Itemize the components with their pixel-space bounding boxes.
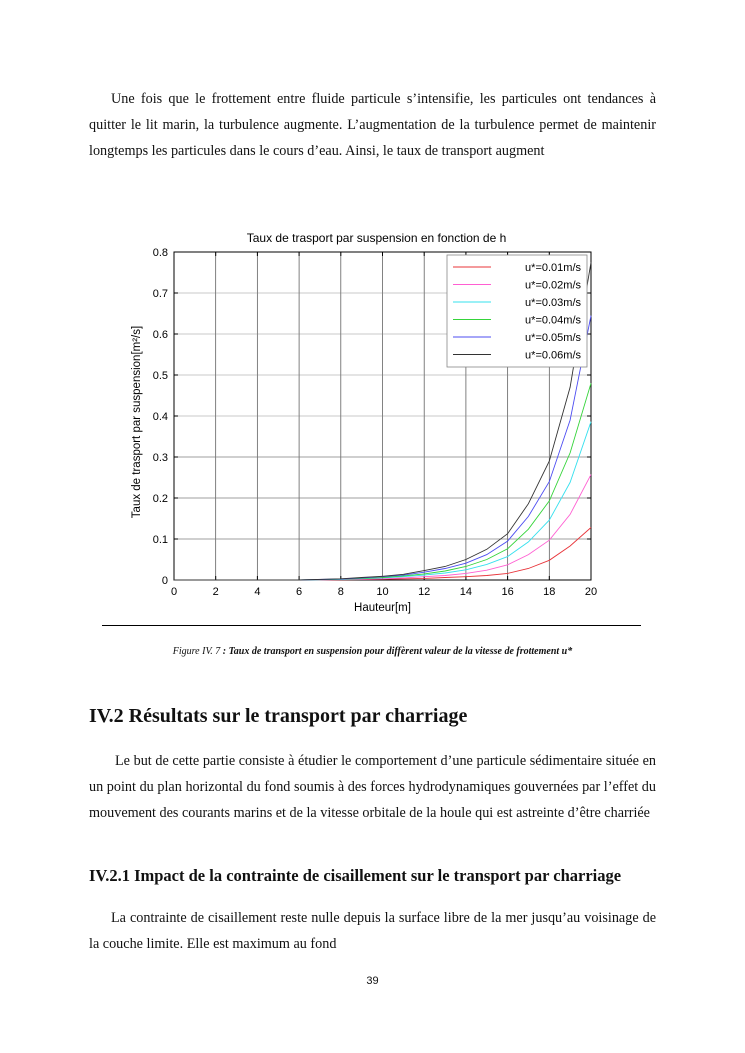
legend-label: u*=0.03m/s <box>525 297 581 309</box>
y-tick-label: 0.8 <box>152 247 168 259</box>
x-tick-label: 8 <box>337 586 344 598</box>
y-tick-label: 0.6 <box>152 329 168 341</box>
x-tick-label: 18 <box>543 586 556 598</box>
x-tick-label: 2 <box>212 586 219 598</box>
contrainte-paragraph: La contrainte de cisaillement reste nulle depuis la surface libre de la mer jusqu’au voisinage de la couche limite. Elle est maximum au fond <box>89 910 656 952</box>
x-tick-label: 20 <box>584 586 598 598</box>
y-tick-label: 0.4 <box>152 411 168 423</box>
page-number: 39 <box>366 975 379 987</box>
y-tick-label: 0.5 <box>152 370 168 382</box>
charriage-paragraph: Le but de cette partie consiste à étudier le comportement d’une particule sédimentaire située en un point du plan horizontal du fond soumis à des forces hydrodynamiques gouvernées par l’effet du mouvement des courants marins et de la vitesse orbitale de la houle qui est astreinte d’être charriée <box>89 753 656 821</box>
x-tick-label: 12 <box>418 586 431 598</box>
x-tick-label: 14 <box>459 586 473 598</box>
legend-label: u*=0.04m/s <box>525 314 581 327</box>
y-tick-label: 0.2 <box>152 493 168 505</box>
caption-label: Figure IV. 7 <box>172 646 221 657</box>
y-tick-label: 0 <box>161 575 168 587</box>
legend-label: u*=0.05m/s <box>525 332 581 344</box>
chart-title: Taux de trasport par suspension en fonction de h <box>246 231 507 245</box>
y-tick-label: 0.1 <box>152 534 168 546</box>
subsection-heading: IV.2.1 Impact de la contrainte de cisaillement sur le transport par charriage <box>89 866 622 885</box>
figure-caption <box>0 646 745 657</box>
figure-chart <box>126 224 606 624</box>
figure-divider <box>102 625 641 626</box>
line-chart <box>126 224 606 624</box>
y-tick-label: 0.3 <box>152 452 168 464</box>
legend-label: u*=0.06m/s <box>525 349 581 362</box>
legend-label: u*=0.01m/s <box>525 262 581 274</box>
x-axis-label: Hauteur[m] <box>354 602 411 614</box>
x-tick-label: 4 <box>254 586 261 598</box>
x-tick-label: 10 <box>376 586 389 598</box>
x-tick-label: 0 <box>170 586 178 598</box>
legend-label: u*=0.02m/s <box>525 279 581 292</box>
x-tick-label: 16 <box>501 586 514 598</box>
intro-paragraph: Une fois que le frottement entre fluide particule s’intensifie, les particules ont tendances à quitter le lit marin, la turbulence augmente. L’augmentation de la turbulence permet de maintenir longtemps les particules dans le cours d’eau. Ainsi, le taux de transport augment <box>89 91 656 159</box>
caption-text: : Taux de transport en suspension pour diffèrent valeur de la vitesse de frottement u* <box>220 646 573 657</box>
section-heading: IV.2 Résultats sur le transport par charriage <box>89 705 468 727</box>
y-tick-label: 0.7 <box>152 288 168 300</box>
x-tick-label: 6 <box>296 586 303 598</box>
y-axis-label: Taux de trasport par suspension[m²/s] <box>131 325 143 519</box>
